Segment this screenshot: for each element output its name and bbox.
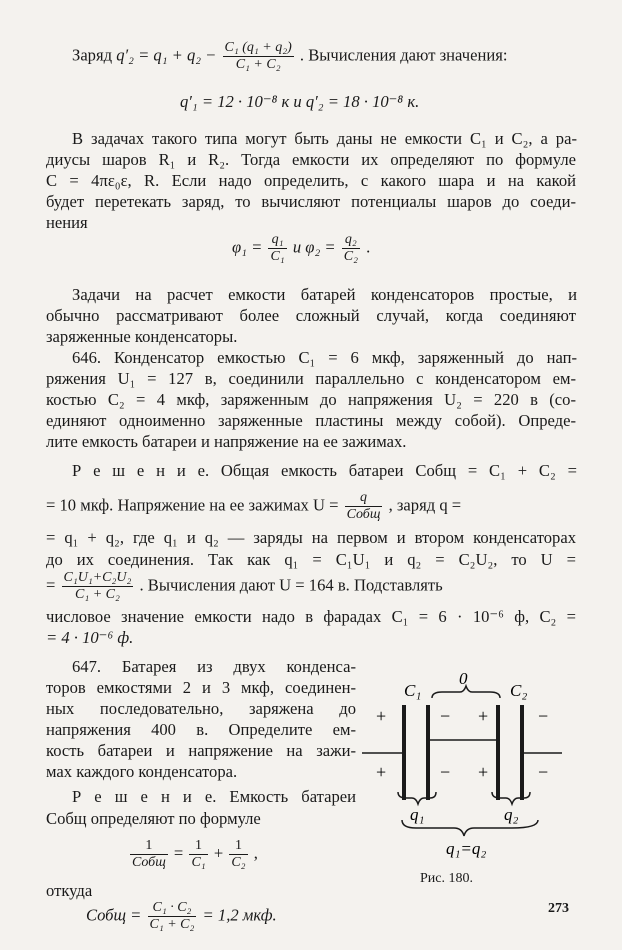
sol646-line-7: = 4 · 10⁻⁶ ф.: [46, 628, 134, 647]
sol646-line-4: до их соединения. Так как q₁ = C₁U₁ и q₂ = C₂U₂, то U =: [46, 550, 576, 569]
eq1-frac-den: C₁ + C₂: [235, 57, 281, 72]
fig-plus-4: +: [478, 762, 489, 782]
eq3-frac2: [342, 232, 360, 265]
sol646-line-6: числовое значение емкости надо в фарадах C₁ = 6 · 10⁻⁶ ф, C₂ =: [46, 607, 576, 626]
para1-line-4: будет перетекать заряд, то вычисляют потенциалы шаров до соеди-: [46, 192, 576, 211]
sol647-line-2: Cобщ определяют по формуле: [46, 809, 261, 828]
eq1-label: Заряд: [72, 45, 113, 65]
fig-minus-4: −: [538, 762, 549, 782]
eq1-frac-num: C₁ (q₁ + q₂): [224, 40, 292, 55]
f1-frac2: [229, 838, 247, 871]
eq1-tail: . Вычисления дают значения:: [299, 45, 508, 65]
p646-line-3: костью C₂ = 4 мкф, заряженным до напряжения U₂ = 220 в (со-: [46, 390, 576, 409]
sol647-line-1: Р е ш е н и е. Емкость батареи: [72, 787, 356, 806]
eq3-frac2-den: C₂: [343, 249, 358, 264]
sol646-frac-u-num: q: [345, 490, 383, 507]
f1-d0: Cобщ: [132, 855, 166, 870]
fig-label-c1: C₁: [404, 681, 422, 700]
f1-eq: =: [173, 843, 184, 863]
f2-lhs: Cобщ =: [86, 905, 142, 925]
p647-line-4: напряжения 400 в. Определите ем-: [46, 720, 356, 739]
fig-plate-4: [520, 705, 524, 800]
fig-minus-1: −: [440, 706, 451, 726]
eq3-frac2-num: q₂: [342, 232, 360, 249]
f2-frac: [148, 900, 197, 933]
p647-line-2: торов емкостями 2 и 3 мкф, соединен-: [46, 678, 356, 697]
sol647-otkuda: откуда: [46, 881, 93, 900]
p647-line-6: мах каждого конденсатора.: [46, 762, 238, 781]
fig-brace-top: [432, 686, 500, 698]
fig-plate-1: [402, 705, 406, 800]
eq3-frac1-num: q₁: [268, 232, 286, 249]
fig-plate-2: [426, 705, 430, 800]
sol646-frac-u-den: Cобщ: [346, 507, 381, 522]
f1-end: ,: [253, 843, 258, 863]
fig-minus-2: −: [538, 706, 549, 726]
f1-d1: C₁: [191, 855, 206, 870]
f2-rhs: = 1,2 мкф.: [202, 905, 277, 925]
fig-label-c2: C₂: [510, 681, 528, 700]
p646-line-1: 646. Конденсатор емкостью C₁ = 6 мкф, заряженный до нап-: [72, 348, 577, 367]
fig-plate-3: [496, 705, 500, 800]
f1-frac1: [189, 838, 207, 871]
para1-line-2: диусы шаров R₁ и R₂. Тогда емкости их определяют по формуле: [46, 150, 576, 169]
para2-line-3: заряженные конденсаторы.: [46, 327, 238, 346]
fig-label-q2: q₂: [504, 805, 519, 824]
sol646-frac-u2-num: C₁U₁+C₂U₂: [63, 570, 132, 585]
eq1-lhs: q′₂ = q₁ + q₂ −: [116, 45, 217, 65]
p647-line-1: 647. Батарея из двух конденса-: [72, 657, 356, 676]
fig-plus-3: +: [376, 762, 387, 782]
figure-caption: Рис. 180.: [420, 871, 473, 886]
para1-line-3: C = 4πε₀ε, R. Если надо определить, с какого шара и на какой: [46, 171, 576, 190]
fig-label-o: 0: [459, 669, 468, 688]
para1-line-1: В задачах такого типа могут быть даны не емкости C₁ и C₂, а ра-: [72, 129, 577, 148]
p646-line-4: единяют одноименно заряженные пластины между собой). Опреде-: [46, 411, 576, 430]
fig-plus-2: +: [478, 706, 489, 726]
f2-den: C₁ + C₂: [149, 917, 195, 932]
para2-line-1: Задачи на расчет емкости батарей конденсаторов простые, и: [72, 285, 577, 304]
sol646-l2b: , заряд q =: [388, 495, 462, 515]
sol646-frac-u: [345, 490, 383, 523]
f1-n2: 1: [229, 838, 247, 855]
sol647-formula-1: [128, 838, 258, 871]
p647-line-3: ных последовательно, заряжена до: [46, 699, 356, 718]
fig-label-q1: q₁: [410, 805, 425, 824]
para2-line-2: обычно рассматривают более сложный случай, когда соединяют: [46, 306, 576, 325]
eq2-line: q′₁ = 12 · 10⁻⁸ к и q′₂ = 18 · 10⁻⁸ к.: [180, 92, 420, 111]
sol646-frac-u2-den: C₁ + C₂: [74, 587, 120, 602]
eq3-mid: и φ₂ =: [292, 237, 336, 257]
sol646-frac-u2: [62, 570, 134, 603]
p646-line-5: лите емкость батареи и напряжение на ее зажимах.: [46, 432, 407, 451]
sol646-l2a: = 10 мкф. Напряжение на ее зажимах U =: [46, 495, 339, 515]
sol646-line-1: Р е ш е н и е. Общая емкость батареи Cобщ = C₁ + C₂ =: [72, 461, 577, 480]
eq3-frac1: [268, 232, 286, 265]
f1-frac0: [130, 838, 168, 871]
fig-label-qeq: q₁=q₂: [446, 839, 487, 858]
sol646-l5a: =: [46, 575, 56, 595]
sol646-line-3: = q₁ + q₂, где q₁ и q₂ — заряды на первом и втором конденсаторах: [46, 528, 576, 547]
eq1-fraction: [223, 40, 294, 73]
f1-n1: 1: [189, 838, 207, 855]
sol646-l5b: . Вычисления дают U = 164 в. Подставлять: [139, 575, 443, 595]
sol646-line-5: [46, 570, 576, 603]
eq3-phi1: φ₁ =: [232, 237, 263, 257]
sol646-line-2: [46, 490, 576, 523]
fig-minus-3: −: [440, 762, 451, 782]
eq3-end: .: [366, 237, 371, 257]
f1-n0: 1: [130, 838, 168, 855]
f1-plus: +: [213, 843, 224, 863]
eq3-frac1-den: C₁: [270, 249, 285, 264]
fig-plus-1: +: [376, 706, 387, 726]
eq3-line: [232, 232, 432, 265]
sol647-formula-2: [86, 900, 277, 933]
figure-180: [362, 660, 572, 860]
p647-line-5: кость батареи и напряжение на зажи-: [46, 741, 356, 760]
f1-d2: C₂: [231, 855, 246, 870]
eq1-line: [72, 40, 592, 73]
f2-num: C₁ · C₂: [148, 900, 197, 917]
p646-line-2: ряжения U₁ = 127 в, соединили параллельно с конденсатором ем-: [46, 369, 576, 388]
para1-line-5: нения: [46, 213, 88, 232]
page-number: 273: [548, 901, 569, 916]
